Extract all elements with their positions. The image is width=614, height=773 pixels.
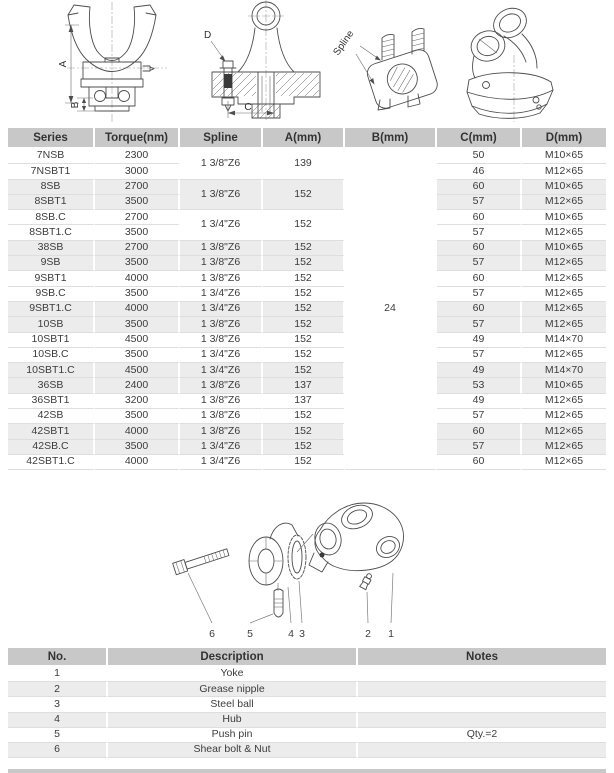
table-cell: 1 3/8"Z6 (180, 317, 263, 332)
table-cell: 152 (263, 271, 345, 286)
dim-b-label: B (70, 101, 81, 109)
table-row (8, 728, 606, 743)
table-cell: 9SB.C (8, 287, 95, 302)
table-cell: 7NSBT1 (8, 164, 95, 179)
table-cell: 57 (437, 195, 522, 210)
table-cell: 1 3/8"Z6 (180, 424, 263, 439)
table-cell: M10×65 (522, 149, 606, 164)
table-cell: 1 3/8"Z6 (180, 333, 263, 348)
yoke-iso-view-drawing (452, 0, 584, 125)
table-row (8, 287, 606, 302)
table-row (8, 455, 606, 470)
table-cell: 1 (8, 667, 108, 682)
table-cell: M12×65 (522, 409, 606, 424)
table-row (8, 271, 606, 286)
table-cell: 152 (263, 180, 345, 211)
table-cell: 1 3/8"Z6 (180, 378, 263, 393)
table-cell: 46 (437, 164, 522, 179)
column-header: Notes (358, 648, 606, 667)
table-cell: M12×65 (522, 225, 606, 240)
table-cell: 60 (437, 210, 522, 225)
table-cell: 152 (263, 317, 345, 332)
table-cell: 38SB (8, 241, 95, 256)
table-cell: 36SB (8, 378, 95, 393)
table-cell: Hub (108, 713, 358, 728)
table-cell: 8SB (8, 180, 95, 195)
table-cell (358, 682, 606, 697)
spec-table-section (8, 128, 606, 470)
column-header: No. (8, 648, 108, 667)
table-cell: 3500 (95, 195, 180, 210)
table-row (8, 241, 606, 256)
table-cell: 152 (263, 210, 345, 241)
table-cell: 3500 (95, 225, 180, 240)
table-cell: 2700 (95, 210, 180, 225)
table-cell: M14×70 (522, 363, 606, 378)
table-cell: 2700 (95, 241, 180, 256)
yoke-section-view-drawing (198, 0, 330, 125)
table-cell: 10SB.C (8, 348, 95, 363)
table-row (8, 180, 606, 195)
callout-1: 1 (388, 628, 394, 640)
exploded-view-drawing (150, 495, 470, 645)
table-cell: 1 3/8"Z6 (180, 394, 263, 409)
spline-detail-drawing (330, 8, 445, 115)
callout-3: 3 (299, 628, 305, 640)
table-cell: 152 (263, 287, 345, 302)
spec-table (8, 128, 606, 470)
table-cell: 3500 (95, 440, 180, 455)
table-cell: 8SB.C (8, 210, 95, 225)
table-cell: 3500 (95, 317, 180, 332)
column-header: Series (8, 128, 95, 149)
table-cell (358, 697, 606, 712)
column-header: D(mm) (522, 128, 606, 149)
table-cell: 152 (263, 256, 345, 271)
table-cell: 139 (263, 149, 345, 180)
table-cell: 7NSB (8, 149, 95, 164)
table-row (8, 210, 606, 225)
table-cell: M12×65 (522, 256, 606, 271)
table-cell: 137 (263, 394, 345, 409)
table-cell: 152 (263, 363, 345, 378)
table-row (8, 743, 606, 758)
table-cell: 1 3/4"Z6 (180, 287, 263, 302)
table-row (8, 149, 606, 164)
table-cell: 10SB (8, 317, 95, 332)
dim-a-label: A (58, 60, 69, 68)
table-cell: M12×65 (522, 164, 606, 179)
table-cell: 57 (437, 409, 522, 424)
callout-4: 4 (288, 628, 294, 640)
column-header: Description (108, 648, 358, 667)
table-cell: M10×65 (522, 241, 606, 256)
table-cell: 42SB.C (8, 440, 95, 455)
table-cell: 50 (437, 149, 522, 164)
table-cell: 1 3/4"Z6 (180, 455, 263, 470)
table-cell: 6 (8, 743, 108, 758)
table-cell: M12×65 (522, 348, 606, 363)
table-cell: 3500 (95, 409, 180, 424)
table-cell: M12×65 (522, 440, 606, 455)
table-cell: 1 3/4"Z6 (180, 302, 263, 317)
table-row (8, 682, 606, 697)
column-header: Spline (180, 128, 263, 149)
table-cell: 4000 (95, 302, 180, 317)
table-cell: 57 (437, 256, 522, 271)
spline-label: Spline (331, 28, 357, 58)
column-header: B(mm) (345, 128, 437, 149)
table-cell: 1 3/4"Z6 (180, 210, 263, 241)
table-cell: 2400 (95, 378, 180, 393)
table-cell (358, 743, 606, 758)
table-cell: 8SBT1.C (8, 225, 95, 240)
table-cell: 152 (263, 348, 345, 363)
table-cell: M10×65 (522, 378, 606, 393)
table-cell: 1 3/8"Z6 (180, 271, 263, 286)
table-row (8, 440, 606, 455)
table-cell: 57 (437, 287, 522, 302)
table-cell: 152 (263, 440, 345, 455)
table-row (8, 333, 606, 348)
top-drawings-strip (0, 0, 614, 128)
table-row (8, 317, 606, 332)
table-cell: 9SBT1 (8, 271, 95, 286)
table-row (8, 394, 606, 409)
table-cell: 3 (8, 697, 108, 712)
callout-2: 2 (365, 628, 371, 640)
table-cell: M12×65 (522, 317, 606, 332)
table-cell: 3200 (95, 394, 180, 409)
table-cell: M12×65 (522, 394, 606, 409)
callout-5: 5 (247, 628, 253, 640)
table-cell: 1 3/8"Z6 (180, 409, 263, 424)
table-cell: 152 (263, 455, 345, 470)
table-cell: 49 (437, 394, 522, 409)
table-cell: 10SBT1.C (8, 363, 95, 378)
table-cell: 3500 (95, 256, 180, 271)
table-cell (358, 667, 606, 682)
table-row (8, 697, 606, 712)
table-row (8, 667, 606, 682)
table-cell: 1 3/8"Z6 (180, 256, 263, 271)
table-cell: 60 (437, 241, 522, 256)
table-cell: Grease nipple (108, 682, 358, 697)
next-section-header-strip (8, 769, 606, 773)
table-row (8, 409, 606, 424)
table-cell: 152 (263, 409, 345, 424)
table-cell: 1 3/8"Z6 (180, 149, 263, 180)
table-cell: 60 (437, 455, 522, 470)
table-cell: 4000 (95, 271, 180, 286)
table-row (8, 713, 606, 728)
parts-table (8, 648, 606, 758)
table-cell: 53 (437, 378, 522, 393)
yoke-front-view-drawing (15, 0, 175, 125)
table-cell: 42SB (8, 409, 95, 424)
table-cell: 9SBT1.C (8, 302, 95, 317)
dim-d-label: D (204, 30, 212, 41)
table-cell: 5 (8, 728, 108, 743)
table-cell: 1 3/4"Z6 (180, 440, 263, 455)
table-cell: 1 3/8"Z6 (180, 180, 263, 211)
table-row (8, 302, 606, 317)
parts-table-section (8, 648, 606, 758)
table-cell (358, 713, 606, 728)
table-cell: 49 (437, 363, 522, 378)
table-row (8, 348, 606, 363)
table-cell: 3000 (95, 164, 180, 179)
table-cell: Yoke (108, 667, 358, 682)
table-cell: 1 3/4"Z6 (180, 348, 263, 363)
table-cell: 152 (263, 424, 345, 439)
table-cell: 57 (437, 348, 522, 363)
table-cell: 152 (263, 302, 345, 317)
table-cell: 57 (437, 440, 522, 455)
table-cell: 4 (8, 713, 108, 728)
table-cell: 4000 (95, 455, 180, 470)
table-row (8, 256, 606, 271)
table-cell: 4500 (95, 333, 180, 348)
table-cell: 60 (437, 180, 522, 195)
column-header: Torque(nm) (95, 128, 180, 149)
table-cell: 8SBT1 (8, 195, 95, 210)
table-cell: M10×65 (522, 210, 606, 225)
table-cell: 4500 (95, 363, 180, 378)
table-row (8, 378, 606, 393)
table-row (8, 363, 606, 378)
table-cell: 10SBT1 (8, 333, 95, 348)
table-cell: 2700 (95, 180, 180, 195)
table-cell: M12×65 (522, 302, 606, 317)
table-cell: 3500 (95, 348, 180, 363)
table-cell: M12×65 (522, 271, 606, 286)
table-cell: 42SBT1.C (8, 455, 95, 470)
table-cell: 60 (437, 424, 522, 439)
table-cell: Push pin (108, 728, 358, 743)
table-cell: M12×65 (522, 424, 606, 439)
table-cell: 137 (263, 378, 345, 393)
table-cell: 42SBT1 (8, 424, 95, 439)
dim-c-label: C (244, 102, 252, 113)
column-header: C(mm) (437, 128, 522, 149)
table-cell: 152 (263, 241, 345, 256)
table-cell: 60 (437, 302, 522, 317)
table-cell: M14×70 (522, 333, 606, 348)
column-header: A(mm) (263, 128, 345, 149)
table-cell: 1 3/8"Z6 (180, 241, 263, 256)
table-cell: 2300 (95, 149, 180, 164)
table-cell: Steel ball (108, 697, 358, 712)
table-cell: 36SBT1 (8, 394, 95, 409)
table-cell: 57 (437, 317, 522, 332)
table-cell: 4000 (95, 424, 180, 439)
table-cell: 60 (437, 271, 522, 286)
table-cell: Qty.=2 (358, 728, 606, 743)
table-row (8, 424, 606, 439)
table-cell: 3500 (95, 287, 180, 302)
callout-6: 6 (209, 628, 215, 640)
table-cell: 1 3/4"Z6 (180, 363, 263, 378)
table-cell: 2 (8, 682, 108, 697)
table-cell: 57 (437, 225, 522, 240)
table-cell: Shear bolt & Nut (108, 743, 358, 758)
table-cell: 49 (437, 333, 522, 348)
table-cell: M10×65 (522, 180, 606, 195)
table-cell: 24 (345, 149, 437, 470)
table-cell: 9SB (8, 256, 95, 271)
table-cell: M12×65 (522, 287, 606, 302)
table-cell: M12×65 (522, 195, 606, 210)
table-cell: 152 (263, 333, 345, 348)
table-cell: M12×65 (522, 455, 606, 470)
